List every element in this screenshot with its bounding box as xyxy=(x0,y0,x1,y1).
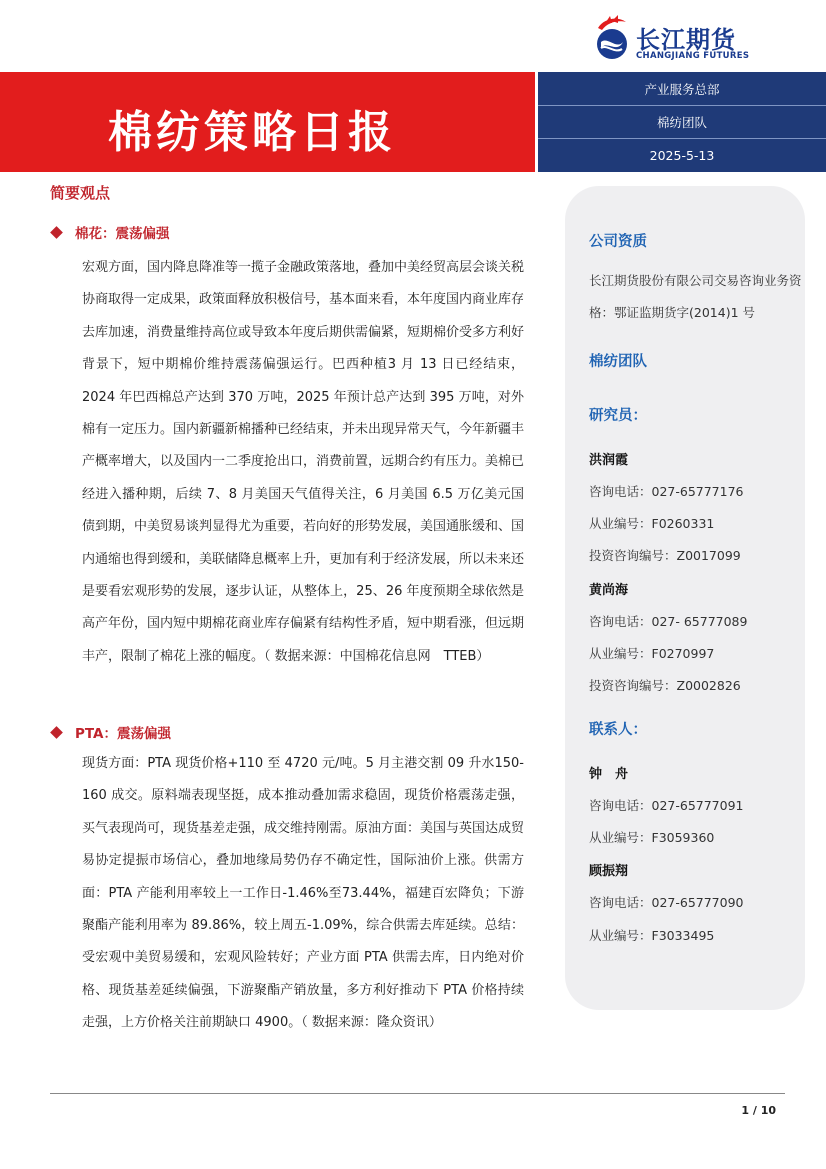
logo-name: 长江期货 xyxy=(636,26,736,54)
diamond-bullet-icon xyxy=(50,726,63,739)
section-heading-cotton xyxy=(52,222,170,242)
contact-practice-id: 从业编号：F3059360 xyxy=(589,830,715,845)
logo-name-en: CHANGJIANG FUTURES xyxy=(636,51,750,61)
header-department: 产业服务总部 xyxy=(644,82,720,97)
diamond-bullet-icon xyxy=(50,226,63,239)
contact-phone: 咨询电话：027-65777091 xyxy=(589,798,744,813)
report-header xyxy=(0,72,826,172)
section-heading-pta xyxy=(52,722,171,742)
team-heading: 棉纺团队 xyxy=(589,354,647,370)
footer-divider xyxy=(50,1093,785,1094)
researcher-advisory-id: 投资咨询编号：Z0017099 xyxy=(589,548,741,563)
page-number: 1 / 10 xyxy=(741,1104,776,1117)
researcher-name: 洪润霞 xyxy=(589,453,629,468)
researcher-name: 黄尚海 xyxy=(589,583,629,598)
header-team: 棉纺团队 xyxy=(656,115,707,130)
section-heading-text: PTA：震荡偏强 xyxy=(75,726,172,742)
qualification-heading: 公司资质 xyxy=(589,234,647,250)
researcher-heading: 研究员： xyxy=(589,408,647,424)
researcher-practice-id: 从业编号：F0260331 xyxy=(589,516,715,531)
contact-name: 顾振翔 xyxy=(589,864,629,879)
contact-name: 钟 舟 xyxy=(589,767,629,782)
report-title: 棉纺策略日报 xyxy=(108,107,396,158)
summary-title: 简要观点 xyxy=(50,184,111,202)
header-divider xyxy=(538,138,826,139)
section-body-cotton: 宏观方面，国内降息降准等一揽子金融政策落地，叠加中美经贸高层会谈关税协商取得一定成果，政策面释放积极信号，基本面来看，本年度国内商业库存去库加速，消费量维持高位或导致本年度后期供需偏紧，短期棉价受多方利好背景下，短中期棉价维持震荡偏强运行。巴西种植3 月 13 日已经结束，2024 年巴西棉总产达到 370 万吨，2025 年预计总产达到 395 万吨，对外棉有一定压力。国内新疆新棉播种已经结束，并未出现异常天气，今年新疆丰产概率增大，以及国内一二季度抢出口，消费前置，远期合约有压力。美棉已经进入播种期，后续 7、8 月美国天气值得关注，6 月美国 6.5 万亿美元国债到期，中美贸易谈判显得尤为重要，若向好的形势发展，美国通胀缓和、国内通缩也得到缓和，美联储降息概率上升，更加有利于经济发展，所以未来还是要看宏观形势的发展，逐步认证，从整体上，25、26 年度预期全球依然是高产年份，国内短中期棉花商业库存偏紧有结构性矛盾，短中期看涨，但远期丰产，限制了棉花上涨的幅度。（ 数据来源：中国棉花信息网 TTEB） xyxy=(82,260,525,664)
contact-practice-id: 从业编号：F3033495 xyxy=(589,928,715,943)
header-date: 2025-5-13 xyxy=(649,148,715,163)
researcher-phone: 咨询电话：027-65777176 xyxy=(589,484,744,499)
logo-emblem-icon xyxy=(592,14,632,62)
header-divider xyxy=(538,105,826,106)
qualification-text: 长江期货股份有限公司交易咨询业务资格：鄂证监期货字(2014)1 号 xyxy=(589,273,802,320)
researcher-practice-id: 从业编号：F0270997 xyxy=(589,646,715,661)
contact-heading: 联系人： xyxy=(589,722,647,738)
researcher-advisory-id: 投资咨询编号：Z0002826 xyxy=(589,678,741,693)
section-body-pta: 现货方面：PTA 现货价格+110 至 4720 元/吨。5 月主港交割 09 升水150-160 成交。原料端表现坚挺，成本推动叠加需求稳固，现货价格震荡走强，买气表现尚可，现货基差走强，成交维持刚需。原油方面：美国与英国达成贸易协定提振市场信心，叠加地缘局势仍存不确定性，国际油价上涨。供需方面：PTA 产能利用率较上一工作日-1.46%至73.44%，福建百宏降负；下游聚酯产能利用率为 89.86%，较上周五-1.09%，综合供需去库延续。总结：受宏观中美贸易缓和，宏观风险转好；产业方面 PTA 供需去库，日内绝对价格、现货基差延续偏强，下游聚酯产销放量，多方利好推动下 PTA 价格持续走强，上方价格关注前期缺口 4900。（ 数据来源：隆众资讯） xyxy=(82,756,525,1031)
company-logo xyxy=(592,14,782,64)
researcher-phone: 咨询电话：027- 65777089 xyxy=(589,614,748,629)
contact-phone: 咨询电话：027-65777090 xyxy=(589,895,744,910)
section-heading-text: 棉花：震荡偏强 xyxy=(75,226,170,242)
